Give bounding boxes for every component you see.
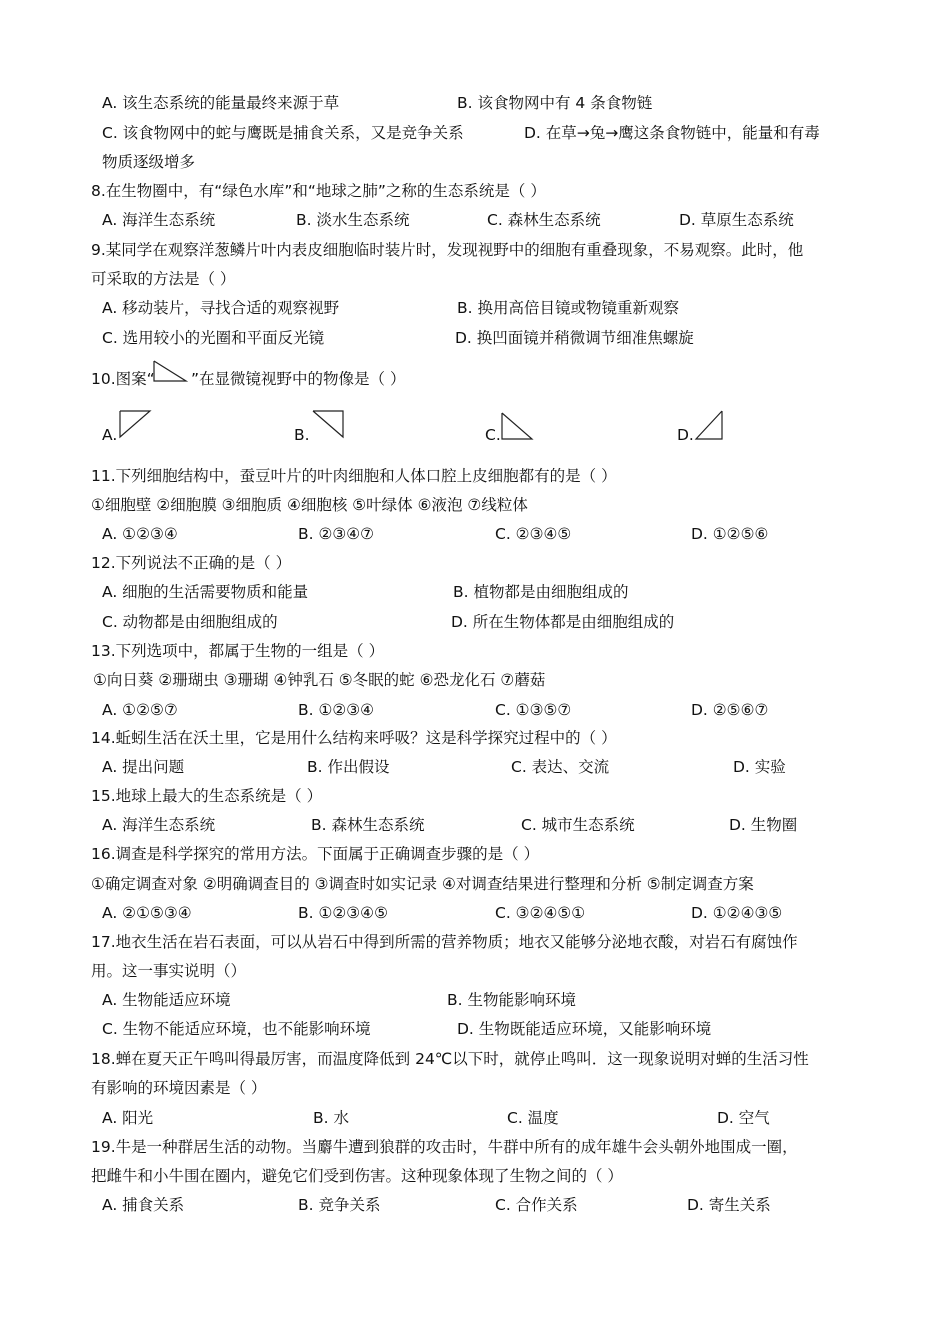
q10-option-c[interactable]: C. [485, 426, 501, 444]
q7-option-a[interactable]: A. 该生态系统的能量最终来源于草 [102, 94, 340, 112]
q13-option-b[interactable]: B. ①②③④ [298, 701, 375, 719]
q10-option-b[interactable]: B. [294, 426, 310, 444]
q15-option-b[interactable]: B. 森林生态系统 [311, 816, 425, 834]
q10-stem-prefix: 10.图案“ [91, 370, 155, 388]
q15-option-c[interactable]: C. 城市生态系统 [521, 816, 635, 834]
q13-items: ①向日葵 ②珊瑚虫 ③珊瑚 ④钟乳石 ⑤冬眠的蛇 ⑥恐龙化石 ⑦蘑菇 [93, 671, 546, 689]
q8-option-c[interactable]: C. 森林生态系统 [487, 211, 601, 229]
q10-option-b-triangle-icon [311, 409, 345, 439]
q11-stem: 11.下列细胞结构中，蚕豆叶片的叶肉细胞和人体口腔上皮细胞都有的是（ ） [91, 467, 617, 485]
q10-stem-triangle-icon [152, 359, 188, 383]
q14-stem: 14.蚯蚓生活在沃土里，它是用什么结构来呼吸？这是科学探究过程中的（ ） [91, 729, 617, 747]
q12-option-b[interactable]: B. 植物都是由细胞组成的 [453, 583, 629, 601]
q11-option-d[interactable]: D. ①②⑤⑥ [691, 525, 769, 543]
q18-option-c[interactable]: C. 温度 [507, 1109, 559, 1127]
q11-option-c[interactable]: C. ②③④⑤ [495, 525, 572, 543]
q13-stem: 13.下列选项中，都属于生物的一组是（ ） [91, 642, 385, 660]
q12-option-d[interactable]: D. 所在生物体都是由细胞组成的 [451, 613, 675, 631]
q16-items: ①确定调查对象 ②明确调查目的 ③调查时如实记录 ④对调查结果进行整理和分析 ⑤制定调查方案 [91, 875, 754, 893]
q9-stem-continued: 可采取的方法是（ ） [91, 270, 236, 288]
q15-option-a[interactable]: A. 海洋生态系统 [102, 816, 216, 834]
q15-stem: 15.地球上最大的生态系统是（ ） [91, 787, 323, 805]
q12-option-c[interactable]: C. 动物都是由细胞组成的 [102, 613, 278, 631]
q7-option-d[interactable]: D. 在草→兔→鹰这条食物链中，能量和有毒 [524, 124, 820, 142]
q9-option-a[interactable]: A. 移动装片，寻找合适的观察视野 [102, 299, 340, 317]
q10-stem-suffix: ”在显微镜视野中的物像是（ ） [191, 370, 406, 388]
q18-option-a[interactable]: A. 阳光 [102, 1109, 154, 1127]
q19-stem: 19.牛是一种群居生活的动物。当麝牛遭到狼群的攻击时，牛群中所有的成年雄牛会头朝外地围成一圈， [91, 1138, 798, 1156]
q16-option-b[interactable]: B. ①②③④⑤ [298, 904, 388, 922]
q19-option-b[interactable]: B. 竞争关系 [298, 1196, 381, 1214]
q17-option-a[interactable]: A. 生物能适应环境 [102, 991, 231, 1009]
q19-option-a[interactable]: A. 捕食关系 [102, 1196, 185, 1214]
q7-option-d-continued: 物质逐级增多 [102, 153, 196, 171]
q19-option-d[interactable]: D. 寄生关系 [687, 1196, 771, 1214]
q14-option-c[interactable]: C. 表达、交流 [511, 758, 610, 776]
q10-option-a[interactable]: A. [102, 426, 118, 444]
q16-option-a[interactable]: A. ②①⑤③④ [102, 904, 192, 922]
q10-option-c-triangle-icon [500, 411, 534, 441]
q8-stem: 8.在生物圈中，有“绿色水库”和“地球之肺”之称的生态系统是（ ） [91, 182, 546, 200]
q9-option-c[interactable]: C. 选用较小的光圈和平面反光镜 [102, 329, 325, 347]
q19-option-c[interactable]: C. 合作关系 [495, 1196, 578, 1214]
q9-option-d[interactable]: D. 换凹面镜并稍微调节细准焦螺旋 [455, 329, 694, 347]
q17-option-b[interactable]: B. 生物能影响环境 [447, 991, 576, 1009]
q11-option-b[interactable]: B. ②③④⑦ [298, 525, 375, 543]
q18-option-d[interactable]: D. 空气 [717, 1109, 770, 1127]
q10-option-a-triangle-icon [118, 409, 152, 439]
q13-option-a[interactable]: A. ①②⑤⑦ [102, 701, 178, 719]
q15-option-d[interactable]: D. 生物圈 [729, 816, 798, 834]
q18-option-b[interactable]: B. 水 [313, 1109, 349, 1127]
q10-option-d-triangle-icon [694, 409, 726, 441]
q17-option-d[interactable]: D. 生物既能适应环境，又能影响环境 [457, 1020, 712, 1038]
q17-option-c[interactable]: C. 生物不能适应环境，也不能影响环境 [102, 1020, 371, 1038]
q13-option-c[interactable]: C. ①③⑤⑦ [495, 701, 572, 719]
q10-option-d[interactable]: D. [677, 426, 694, 444]
q14-option-d[interactable]: D. 实验 [733, 758, 786, 776]
q12-option-a[interactable]: A. 细胞的生活需要物质和能量 [102, 583, 309, 601]
q17-stem-continued: 用。这一事实说明（） [91, 962, 247, 980]
q14-option-a[interactable]: A. 提出问题 [102, 758, 185, 776]
q16-option-c[interactable]: C. ③②④⑤① [495, 904, 586, 922]
q7-option-b[interactable]: B. 该食物网中有 4 条食物链 [457, 94, 653, 112]
q14-option-b[interactable]: B. 作出假设 [307, 758, 390, 776]
q16-option-d[interactable]: D. ①②④③⑤ [691, 904, 783, 922]
q19-stem-continued: 把雌牛和小牛围在圈内，避免它们受到伤害。这种现象体现了生物之间的（ ） [91, 1167, 623, 1185]
q8-option-a[interactable]: A. 海洋生态系统 [102, 211, 216, 229]
q9-option-b[interactable]: B. 换用高倍目镜或物镜重新观察 [457, 299, 679, 317]
q11-items: ①细胞壁 ②细胞膜 ③细胞质 ④细胞核 ⑤叶绿体 ⑥液泡 ⑦线粒体 [91, 496, 528, 514]
q18-stem: 18.蝉在夏天正午鸣叫得最厉害，而温度降低到 24℃以下时，就停止鸣叫．这一现象说明对蝉的生活习性 [91, 1050, 809, 1068]
q11-option-a[interactable]: A. ①②③④ [102, 525, 178, 543]
q13-option-d[interactable]: D. ②⑤⑥⑦ [691, 701, 769, 719]
q12-stem: 12.下列说法不正确的是（ ） [91, 554, 292, 572]
q18-stem-continued: 有影响的环境因素是（ ） [91, 1079, 267, 1097]
q17-stem: 17.地衣生活在岩石表面，可以从岩石中得到所需的营养物质；地衣又能够分泌地衣酸，对岩石有腐蚀作 [91, 933, 798, 951]
q16-stem: 16.调查是科学探究的常用方法。下面属于正确调查步骤的是（ ） [91, 845, 540, 863]
q8-option-b[interactable]: B. 淡水生态系统 [296, 211, 410, 229]
q9-stem: 9.某同学在观察洋葱鳞片叶内表皮细胞临时装片时，发现视野中的细胞有重叠现象，不易观察。此时，他 [91, 241, 804, 259]
q8-option-d[interactable]: D. 草原生态系统 [679, 211, 794, 229]
q7-option-c[interactable]: C. 该食物网中的蛇与鹰既是捕食关系，又是竞争关系 [102, 124, 464, 142]
